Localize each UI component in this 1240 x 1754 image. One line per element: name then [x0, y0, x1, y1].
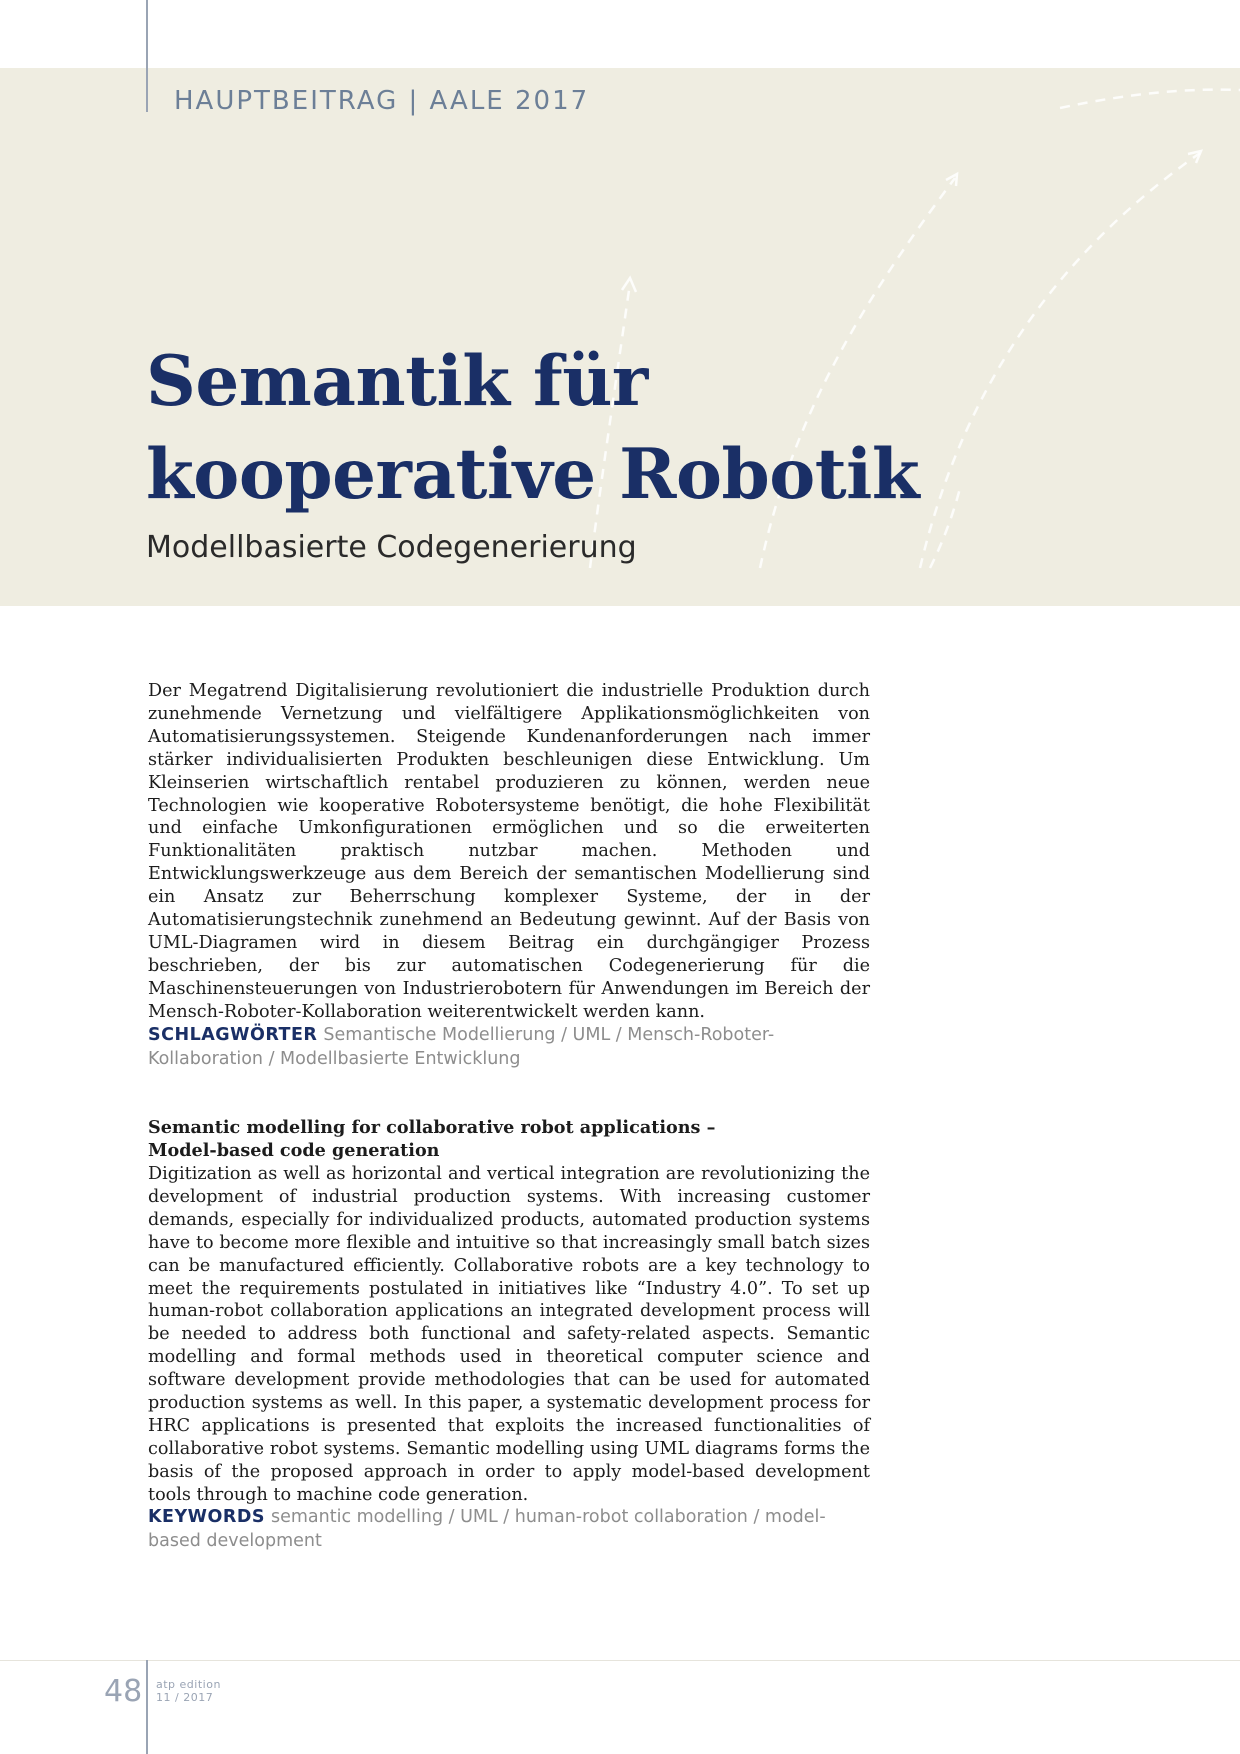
publication-name: atp edition	[156, 1678, 221, 1691]
article-subtitle: Modellbasierte Codegenerierung	[146, 530, 637, 565]
title-line-2: kooperative Robotik	[146, 434, 920, 515]
keywords-german	[148, 1024, 870, 1071]
footer-rule	[0, 1660, 1240, 1661]
publication-issue: 11 / 2017	[156, 1691, 214, 1704]
english-heading	[148, 1116, 870, 1162]
keywords-german-label: SCHLAGWÖRTER	[148, 1025, 318, 1045]
abstract-german: Der Megatrend Digitalisierung revolutioniert die industrielle Produktion durch zunehmende Vernetzung und vielfältigere Applikationsmöglichkeiten von Automatisierungssystemen. Steigende Kundenanforderungen nach immer stärker individualisierten Produkten beschleunigen diese Entwicklung. Um Kleinserien wirtschaftlich rentabel produzieren zu können, werden neue Technologien wie kooperative Robotersysteme benötigt, die hohe Flexibilität und einfache Umkonfigurationen ermöglichen und so die erweiterten Funktionalitäten praktisch nutzbar machen. Methoden und Entwicklungswerkzeuge aus dem Bereich der semantischen Modellierung sind ein Ansatz zur Beherrschung komplexer Systeme, der in der Automatisierungstechnik zunehmend an Bedeutung gewinnt. Auf der Basis von UML-Diagramen wird in diesem Beitrag ein durchgängiger Prozess beschrieben, der bis zur automatischen Codegenerierung für die Maschinensteuerungen von Industrierobotern für Anwendungen im Bereich der Mensch-Roboter-Kollaboration weiterentwickelt werden kann.	[148, 681, 870, 1022]
title-line-1: Semantik für	[146, 341, 648, 422]
article-title	[146, 335, 1146, 521]
keywords-english-label: KEYWORDS	[148, 1507, 265, 1527]
english-heading-line-2: Model-based code generation	[148, 1140, 440, 1161]
section-label: HAUPTBEITRAG | AALE 2017	[174, 86, 590, 116]
keywords-german-text: Semantische Modellierung / UML / Mensch-Roboter-Kollaboration / Modellbasierte Entwicklung	[148, 1025, 775, 1069]
publication-info	[156, 1678, 221, 1704]
page-number: 48	[104, 1674, 143, 1709]
english-heading-line-1: Semantic modelling for collaborative robot applications –	[148, 1117, 716, 1138]
header-vertical-rule	[146, 0, 148, 112]
keywords-english	[148, 1506, 870, 1553]
footer-vertical-rule	[146, 1660, 148, 1754]
keywords-english-text: semantic modelling / UML / human-robot collaboration / model-based development	[148, 1507, 826, 1551]
abstract-english: Digitization as well as horizontal and vertical integration are revolutionizing the development of industrial production systems. With increasing customer demands, especially for individualized products, automated production systems have to become more flexible and intuitive so that increasingly small batch sizes can be manufactured efficiently. Collaborative robots are a key technology to meet the requirements postulated in initiatives like “Industry 4.0”. To set up human-robot collaboration applications an integrated development process will be needed to address both functional and safety-related aspects. Semantic modelling and formal methods used in theoretical computer science and software development provide methodologies that can be used for automated production systems as well. In this paper, a systematic development process for HRC applications is presented that exploits the increased functionalities of collaborative robot systems. Semantic modelling using UML diagrams forms the basis of the proposed approach in order to apply model-based development tools through to machine code generation.	[148, 1164, 870, 1505]
